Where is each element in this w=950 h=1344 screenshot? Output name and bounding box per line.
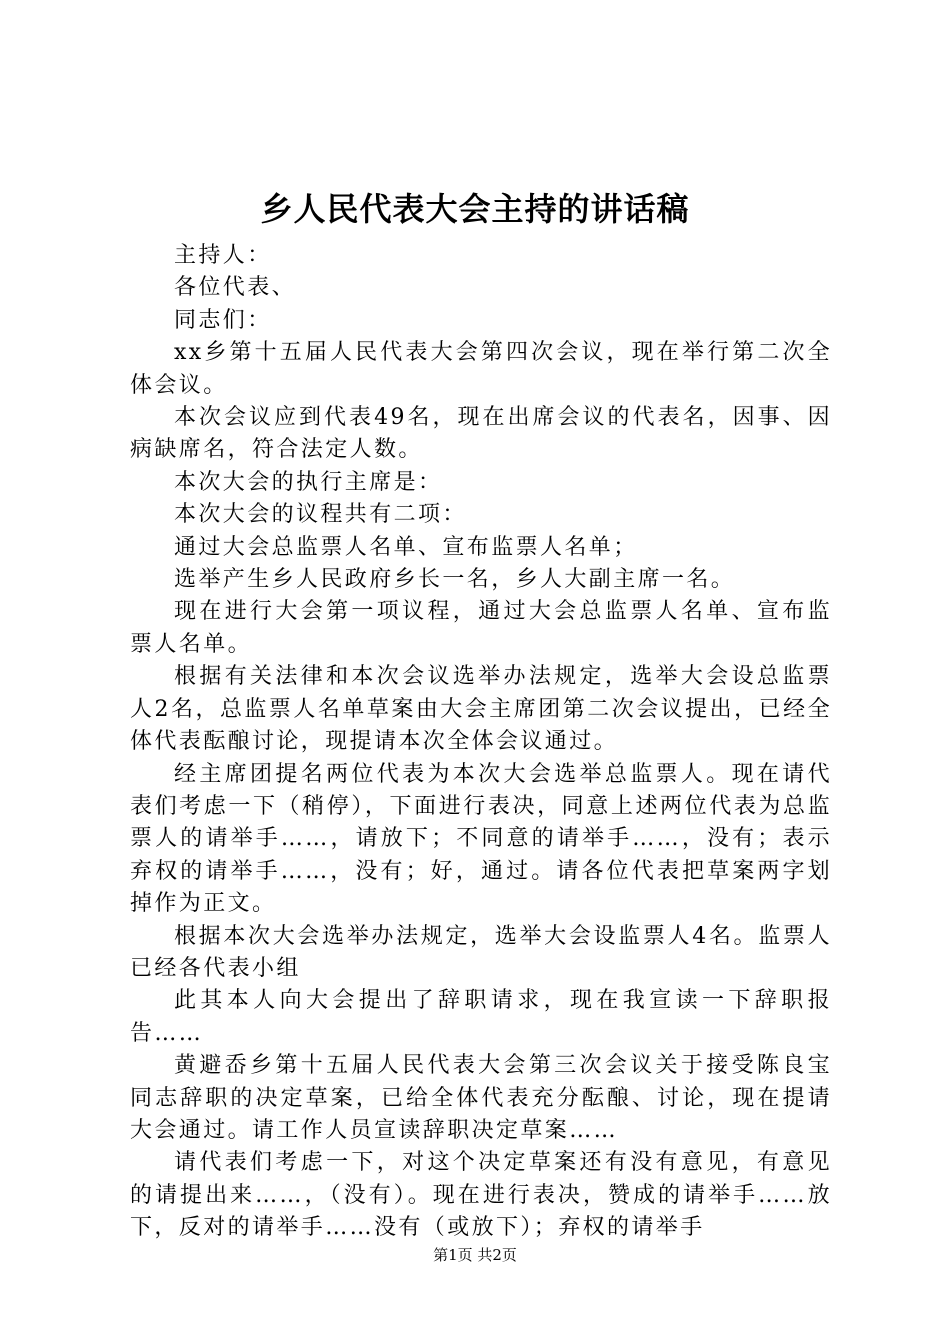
document-body bbox=[130, 240, 832, 1245]
paragraph: 本次大会的议程共有二项： bbox=[174, 502, 467, 528]
page-footer: 第1页 共2页 bbox=[433, 1246, 517, 1264]
paragraph: 根据有关法律和本次会议选举办法规定，选举大会设总监票人2名，总监票人名单草案由大会主席团第二次会议提出，已经全体代表酝酿讨论，现提请本次全体会议通过。 bbox=[130, 664, 832, 755]
paragraph: 此其本人向大会提出了辞职请求，现在我宣读一下辞职报告…… bbox=[130, 988, 832, 1046]
paragraph: 选举产生乡人民政府乡长一名，乡人大副主席一名。 bbox=[174, 567, 736, 593]
paragraph: 请代表们考虑一下，对这个决定草案还有没有意见，有意见的请提出来……，（没有）。现在进行表决，赞成的请举手……放下，反对的请举手……没有（或放下）；弃权的请举手 bbox=[130, 1150, 832, 1241]
paragraph: 各位代表、 bbox=[174, 275, 297, 301]
paragraph: 经主席团提名两位代表为本次大会选举总监票人。现在请代表们考虑一下（稍停），下面进行表决，同意上述两位代表为总监票人的请举手……，请放下；不同意的请举手……，没有；表示弃权的请举手……，没有；好，通过。请各位代表把草案两字划掉作为正文。 bbox=[130, 761, 832, 917]
paragraph: xx乡第十五届人民代表大会第四次会议，现在举行第二次全体会议。 bbox=[130, 340, 832, 398]
paragraph: 现在进行大会第一项议程，通过大会总监票人名单、宣布监票人名单。 bbox=[130, 599, 832, 657]
paragraph: 本次大会的执行主席是： bbox=[174, 469, 443, 495]
paragraph: 主持人： bbox=[174, 243, 272, 268]
paragraph: 本次会议应到代表49名，现在出席会议的代表名，因事、因病缺席名，符合法定人数。 bbox=[130, 405, 832, 463]
paragraph: 黄避岙乡第十五届人民代表大会第三次会议关于接受陈良宝同志辞职的决定草案，已给全体代表充分酝酿、讨论，现在提请大会通过。请工作人员宣读辞职决定草案…… bbox=[130, 1053, 832, 1143]
paragraph: 根据本次大会选举办法规定，选举大会设监票人4名。监票人已经各代表小组 bbox=[130, 923, 832, 981]
paragraph: 通过大会总监票人名单、宣布监票人名单； bbox=[174, 534, 638, 560]
paragraph: 同志们： bbox=[174, 307, 272, 333]
document-title: 乡人民代表大会主持的讲话稿 bbox=[260, 190, 690, 228]
